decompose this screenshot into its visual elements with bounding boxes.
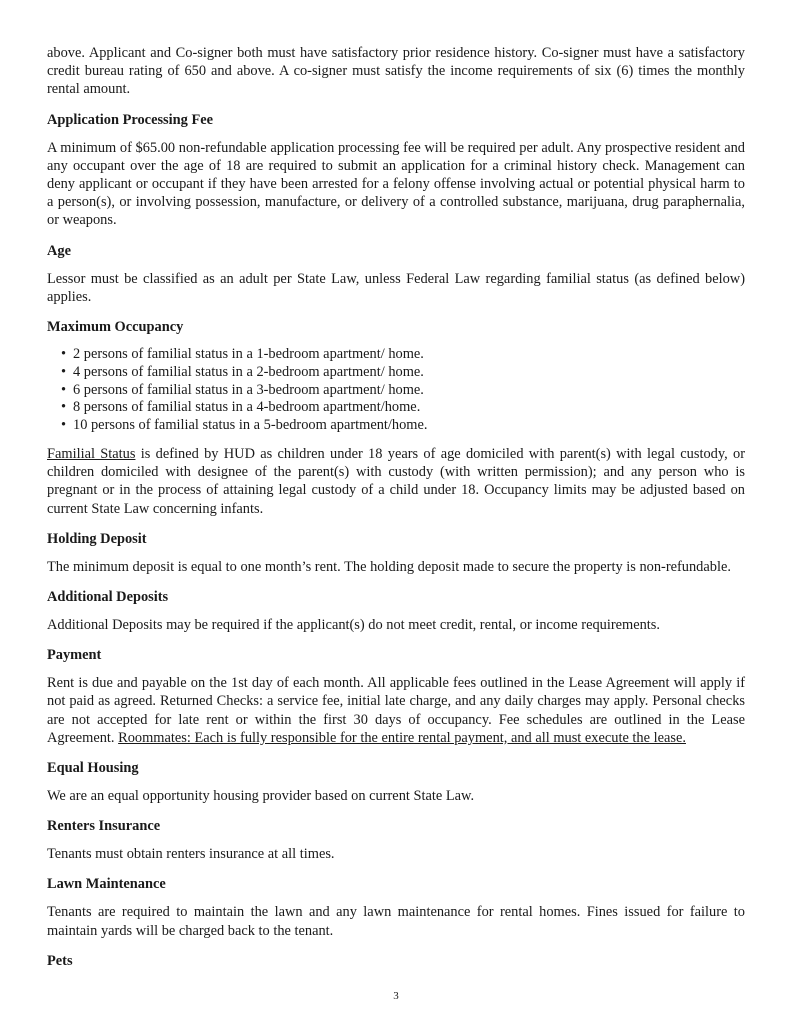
roommates-clause: Roommates: Each is fully responsible for the entire rental payment, and all must execute the lease. [118,729,686,746]
list-item: • 6 persons of familial status in a 3-bedroom apartment/ home. [61,382,745,400]
occupancy-list [47,346,745,435]
renters-insurance-heading: Renters Insurance [47,818,161,835]
occupancy-heading: Maximum Occupancy [47,319,184,336]
familial-status-definition: is defined by HUD as children under 18 years of age domiciled with parent(s) with legal custody, or children domiciled with designee of the parent(s) with custody (with written permission); and any person who is pregnant or in the process of attaining legal custody of a child under 18. Occupancy limits may be adjusted based on current State Law concerning infants. [47,446,745,517]
intro-paragraph: above. Applicant and Co-signer both must have satisfactory prior residence history. Co-signer must have a satisfactory credit bureau rating of 650 and above. A co-signer must satisfy the income requirements of six (6) times the monthly rental amount. [47,45,745,98]
additional-deposits-heading: Additional Deposits [47,589,169,606]
additional-deposits-paragraph: Additional Deposits may be required if the applicant(s) do not meet credit, rental, or income requirements. [47,617,661,634]
list-item: • 2 persons of familial status in a 1-bedroom apartment/ home. [61,346,745,364]
document-body [47,44,745,970]
application-fee-paragraph: A minimum of $65.00 non-refundable application processing fee will be required per adult. Any prospective resident and any occupant over the age of 18 are required to submit an application for a criminal history check. Management can deny applicant or occupant if they have been arrested for a felony offense involving actual or potential physical harm to a person(s), or involving possession, manufacture, or delivery of a controlled substance, marijuana, drug paraphernalia, or weapons. [47,139,745,229]
payment-text: Rent is due and payable on the 1st day of each month. All applicable fees outlined in the Lease Agreement will apply if not paid as agreed. Returned Checks: a service fee, initial late charge, and any daily charges may apply. Personal checks are not accepted for late rent or within the first 30 days of occupancy. Fee schedules are outlined in the Lease Agreement. [47,675,745,746]
holding-deposit-paragraph: The minimum deposit is equal to one month’s rent. The holding deposit made to secure the property is non-refundable. [47,558,731,575]
renters-insurance-paragraph: Tenants must obtain renters insurance at all times. [47,846,335,863]
pets-heading: Pets [47,952,73,969]
age-heading: Age [47,242,71,259]
lawn-maintenance-heading: Lawn Maintenance [47,876,166,893]
list-item: • 4 persons of familial status in a 2-bedroom apartment/ home. [61,364,745,382]
familial-status-paragraph [47,445,745,518]
equal-housing-paragraph: We are an equal opportunity housing provider based on current State Law. [47,788,475,805]
familial-status-term: Familial Status [47,446,136,463]
lawn-maintenance-paragraph: Tenants are required to maintain the lawn and any lawn maintenance for rental homes. Fines issued for failure to maintain yards will be charged back to the tenant. [47,904,745,939]
payment-heading: Payment [47,647,102,664]
equal-housing-heading: Equal Housing [47,760,139,777]
list-item: • 8 persons of familial status in a 4-bedroom apartment/home. [61,399,745,417]
age-paragraph: Lessor must be classified as an adult per State Law, unless Federal Law regarding familial status (as defined below) applies. [47,270,745,305]
page-number: 3 [393,990,399,1002]
payment-paragraph [47,674,745,747]
holding-deposit-heading: Holding Deposit [47,530,147,547]
application-fee-heading: Application Processing Fee [47,111,214,128]
list-item: • 10 persons of familial status in a 5-bedroom apartment/home. [61,417,745,435]
